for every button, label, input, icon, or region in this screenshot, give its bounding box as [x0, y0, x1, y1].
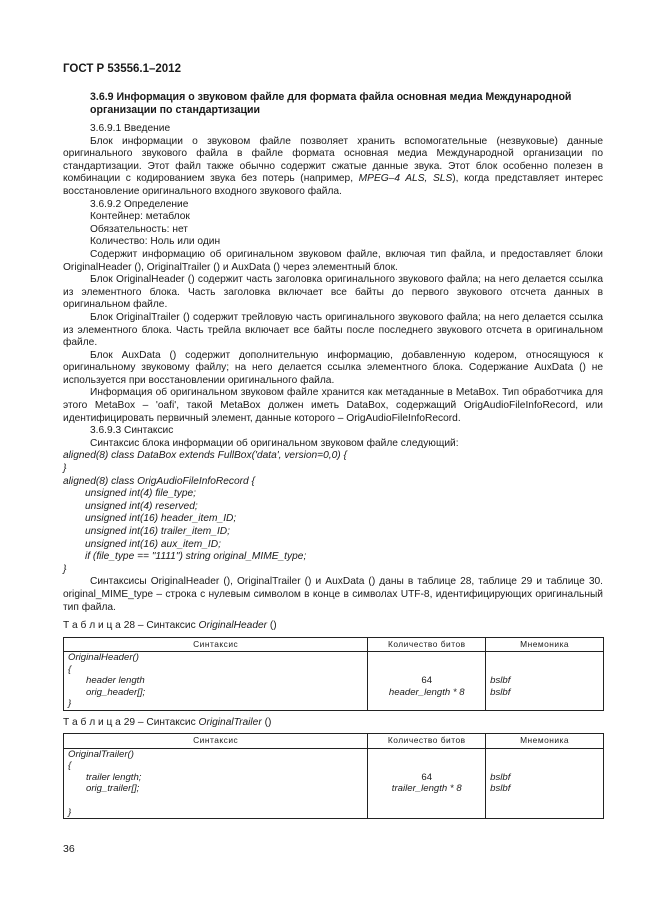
table-row: orig_trailer[]; trailer_length * 8 bslbf: [64, 783, 604, 795]
table-row: }: [64, 698, 604, 710]
table-row: {: [64, 664, 604, 676]
definition-container: Контейнер: метаблок: [90, 211, 190, 223]
table-row: [64, 795, 604, 807]
page-content: [63, 91, 603, 819]
definition-paragraph-1: Содержит информацию об оригинальном звуковом файле, включая тип файла, и предоставляет блоки OriginalHeader (), OriginalTrailer () и AuxData () через элементный блок.: [63, 248, 603, 273]
code-line: }: [63, 563, 67, 575]
page-number: 36: [63, 843, 75, 855]
code-line: unsigned int(16) aux_item_ID;: [85, 538, 221, 550]
code-line: aligned(8) class DataBox extends FullBox('data', version=0,0) {: [63, 450, 347, 462]
table-row: {: [64, 760, 604, 772]
table-29: [63, 733, 604, 819]
column-header-mnemonic: Мнемоника: [486, 637, 604, 652]
table-row: }: [64, 807, 604, 819]
syntax-paragraph: Синтаксисы OriginalHeader (), OriginalTrailer () и AuxData () даны в таблице 28, таблице 29 и таблице 30. original_MIME_type – строка с нулевым символом в конце в символах UTF-8, идентифицирующих оригинальный тип файла.: [63, 576, 603, 613]
definition-paragraph-5: Информация об оригинальном звуковом файле хранится как метаданные в MetaBox. Тип обработчика для этого MetaBox – 'oafi', такой MetaBox должен иметь DataBox, содержащий OrigAudioFileInfoRecord, или идентифицировать первичный элемент, данные которого – OrigAudioFileInfoRecord.: [63, 387, 603, 424]
code-line: unsigned int(16) trailer_item_ID;: [85, 526, 230, 537]
column-header-bits: Количество битов: [368, 637, 486, 652]
table-row: trailer length; 64 bslbf: [64, 772, 604, 784]
definition-mandatory: Обязательность: нет: [90, 223, 188, 235]
code-line: unsigned int(16) header_item_ID;: [85, 513, 237, 525]
table-row: OriginalTrailer(): [64, 748, 604, 760]
table-28-caption: Т а б л и ц а 28 – Синтаксис OriginalHeader (): [63, 620, 277, 632]
syntax-heading: 3.6.9.3 Синтаксис: [90, 425, 174, 437]
column-header-syntax: Синтаксис: [64, 637, 368, 652]
code-line: aligned(8) class OrigAudioFileInfoRecord {: [63, 475, 255, 487]
column-header-syntax: Синтаксис: [64, 734, 368, 749]
table-row: header length 64 bslbf: [64, 675, 604, 687]
intro-paragraph: Блок информации о звуковом файле позволяет хранить вспомогательные (незвуковые) данные оригинального звукового файла в файле формата основная медиа Международной организации по стандартизации. Этот файл также обычно содержит сжатые данные звука. Этот блок особенно полезен в комбинации с кодированием звука без потерь (например, MPEG–4 ALS, SLS), когда представляет интерес восстановление оригинального входного звукового файла.: [63, 135, 603, 197]
table-29-caption: Т а б л и ц а 29 – Синтаксис OriginalTrailer (): [63, 716, 272, 728]
table-28: [63, 637, 604, 711]
definition-quantity: Количество: Ноль или один: [90, 236, 221, 248]
column-header-mnemonic: Мнемоника: [486, 734, 604, 749]
table-row: OriginalHeader(): [64, 652, 604, 664]
document-header: ГОСТ Р 53556.1–2012: [63, 63, 181, 75]
code-line: unsigned int(4) file_type;: [85, 488, 196, 500]
column-header-bits: Количество битов: [368, 734, 486, 749]
definition-paragraph-2: Блок OriginalHeader () содержит часть заголовка оригинального звукового файла; на него делается ссылка из элементного блока. Часть заголовка включает все байты до первого звукового отсчета данных в оригинальном файле.: [63, 274, 603, 311]
table-row: orig_header[]; header_length * 8 bslbf: [64, 687, 604, 699]
code-line: if (file_type == "1111") string original_MIME_type;: [85, 551, 307, 563]
code-line: }: [63, 463, 67, 475]
intro-heading: 3.6.9.1 Введение: [90, 123, 171, 134]
section-title: 3.6.9 Информация о звуковом файле для формата файла основная медиа Международной организации по стандартизации: [90, 91, 572, 116]
definition-paragraph-4: Блок AuxData () содержит дополнительную информацию, добавленную кодером, относящуюся к оригинальному звуковому файлу; на него делается ссылка элементного блока. Содержание AuxData () не используется при восстановлении оригинального файла.: [63, 349, 603, 386]
code-line: unsigned int(4) reserved;: [85, 500, 198, 512]
code-block: [63, 450, 603, 576]
definition-paragraph-3: Блок OriginalTrailer () содержит трейловую часть оригинального звукового файла; на него делается ссылка из элементного блока. Часть трейла включает все байты после последнего звукового отсчета в оригинальном файле.: [63, 311, 603, 349]
definition-heading: 3.6.9.2 Определение: [90, 198, 189, 210]
syntax-intro: Синтаксис блока информации об оригинальном звуковом файле следующий:: [90, 437, 459, 449]
